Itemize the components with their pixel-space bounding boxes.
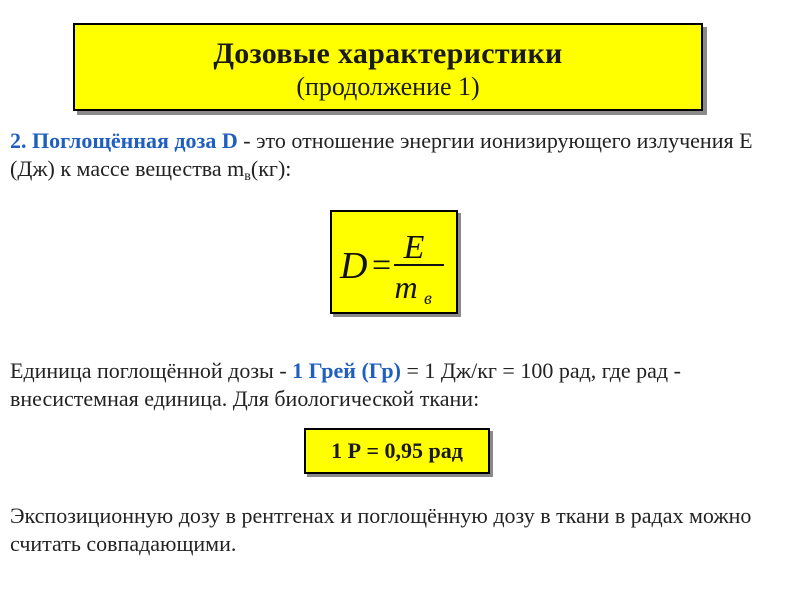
definition-units: (кг): <box>250 156 292 181</box>
formula-denominator-subscript: в <box>424 288 432 308</box>
rule-text: 1 Р = 0,95 рад <box>331 438 463 463</box>
conclusion-paragraph <box>10 502 790 558</box>
definition-text: - это отношение энергии ионизирующего излучения Е (Дж) к массе вещества m <box>10 128 753 181</box>
formula-denominator: m <box>394 269 418 305</box>
page-subtitle: (продолжение 1) <box>296 72 480 101</box>
conclusion-text: Экспозиционную дозу в рентгенах и поглощённую дозу в ткани в радах можно считать совпадающими. <box>10 503 752 556</box>
unit-text-before: Единица поглощённой дозы - <box>10 358 293 383</box>
formula-svg <box>332 212 456 312</box>
formula-equals: = <box>372 247 392 284</box>
unit-highlight: 1 Грей (Гр) <box>292 358 401 383</box>
unit-paragraph <box>10 357 790 413</box>
rule-box <box>304 428 490 474</box>
unit-text-after: = 1 Дж/кг = 100 рад, где рад - внесистемная единица. Для биологической ткани: <box>10 358 681 411</box>
formula-numerator: E <box>403 229 425 266</box>
title-box <box>73 23 703 111</box>
definition-term: 2. Поглощённая доза D <box>10 128 238 153</box>
page-title: Дозовые характеристики <box>213 37 563 70</box>
mass-subscript: в <box>244 169 251 184</box>
formula-box <box>330 210 458 314</box>
formula-lhs: D <box>340 245 368 287</box>
definition-paragraph <box>10 127 790 183</box>
